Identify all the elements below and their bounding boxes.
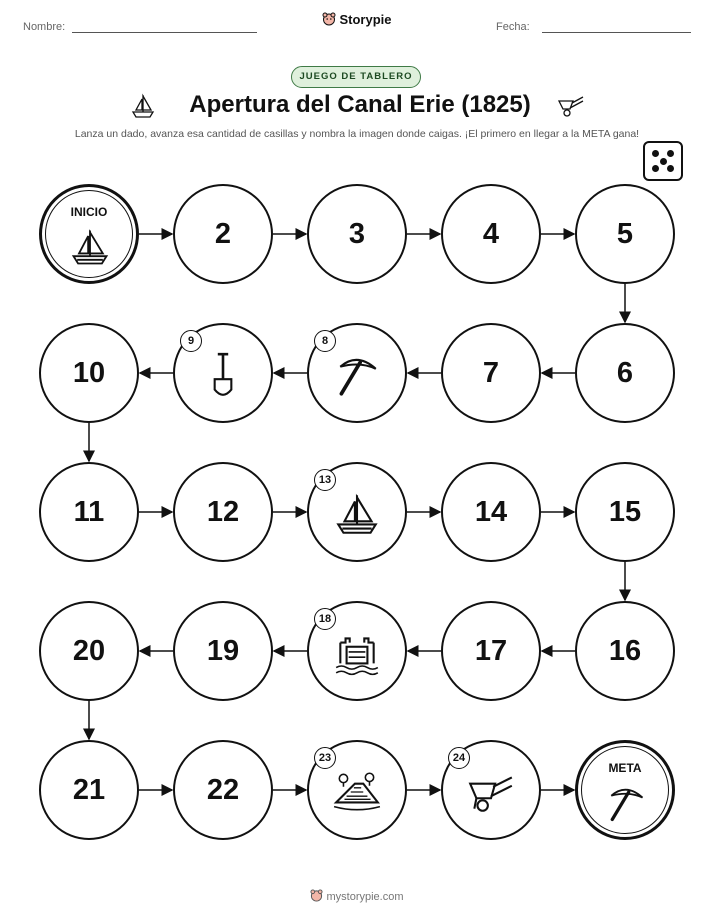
goal-label: META bbox=[608, 761, 642, 775]
date-label: Fecha: bbox=[496, 21, 530, 33]
space-number: 22 bbox=[206, 773, 240, 806]
space-number: 21 bbox=[72, 773, 106, 806]
footer-url: mystorypie.com bbox=[326, 891, 404, 903]
board-space-15 bbox=[575, 462, 675, 562]
board-space-21 bbox=[39, 740, 139, 840]
space-number: 2 bbox=[214, 217, 232, 250]
instructions: Lanza un dado, avanza esa cantidad de casillas y nombra la imagen donde caigas. ¡El primero en llegar a la META gana! bbox=[74, 128, 640, 140]
board-space-3 bbox=[307, 184, 407, 284]
space-number: 3 bbox=[348, 217, 366, 250]
start-space bbox=[39, 184, 139, 284]
space-number: 17 bbox=[474, 634, 508, 667]
board-space-11 bbox=[39, 462, 139, 562]
space-number-tag: 8 bbox=[314, 330, 336, 352]
space-number: 6 bbox=[616, 356, 634, 389]
board-space-14 bbox=[441, 462, 541, 562]
shovel-icon bbox=[198, 350, 248, 400]
board-space-4 bbox=[441, 184, 541, 284]
space-number-tag: 23 bbox=[314, 747, 336, 769]
footer bbox=[0, 889, 714, 903]
space-number: 15 bbox=[608, 495, 642, 528]
space-number: 16 bbox=[608, 634, 642, 667]
board-space-5 bbox=[575, 184, 675, 284]
pickaxe-icon bbox=[332, 350, 382, 400]
space-number: 14 bbox=[474, 495, 508, 528]
sailboat-icon bbox=[332, 489, 382, 539]
space-number: 5 bbox=[616, 217, 634, 250]
space-number: 19 bbox=[206, 634, 240, 667]
board-space-16 bbox=[575, 601, 675, 701]
sailboat-icon bbox=[68, 225, 112, 269]
name-label: Nombre: bbox=[23, 21, 66, 33]
space-number-tag: 18 bbox=[314, 608, 336, 630]
board-space-6 bbox=[575, 323, 675, 423]
canal-lock-icon bbox=[332, 628, 382, 678]
board-space-19 bbox=[173, 601, 273, 701]
space-number-tag: 24 bbox=[448, 747, 470, 769]
space-number: 11 bbox=[73, 495, 105, 528]
board-space-22 bbox=[173, 740, 273, 840]
game-type-badge: JUEGO DE TABLERO bbox=[291, 66, 421, 88]
board-space-7 bbox=[441, 323, 541, 423]
space-number: 7 bbox=[482, 356, 500, 389]
space-number: 10 bbox=[72, 356, 106, 389]
space-number-tag: 13 bbox=[314, 469, 336, 491]
brand-name: Storypie bbox=[339, 12, 392, 27]
pickaxe-icon bbox=[604, 781, 648, 825]
storypie-logo-icon bbox=[310, 889, 323, 902]
wheelbarrow-icon bbox=[466, 767, 516, 817]
goal-space bbox=[575, 740, 675, 840]
space-number: 4 bbox=[482, 217, 500, 250]
canal-landscape-icon bbox=[332, 767, 382, 817]
space-number: 20 bbox=[72, 634, 106, 667]
board-space-17 bbox=[441, 601, 541, 701]
board-space-12 bbox=[173, 462, 273, 562]
board-space-2 bbox=[173, 184, 273, 284]
page-title: Apertura del Canal Erie (1825) bbox=[189, 91, 531, 118]
board-space-10 bbox=[39, 323, 139, 423]
board-space-20 bbox=[39, 601, 139, 701]
start-label: INICIO bbox=[70, 205, 108, 219]
space-number-tag: 9 bbox=[180, 330, 202, 352]
space-number: 12 bbox=[206, 495, 240, 528]
